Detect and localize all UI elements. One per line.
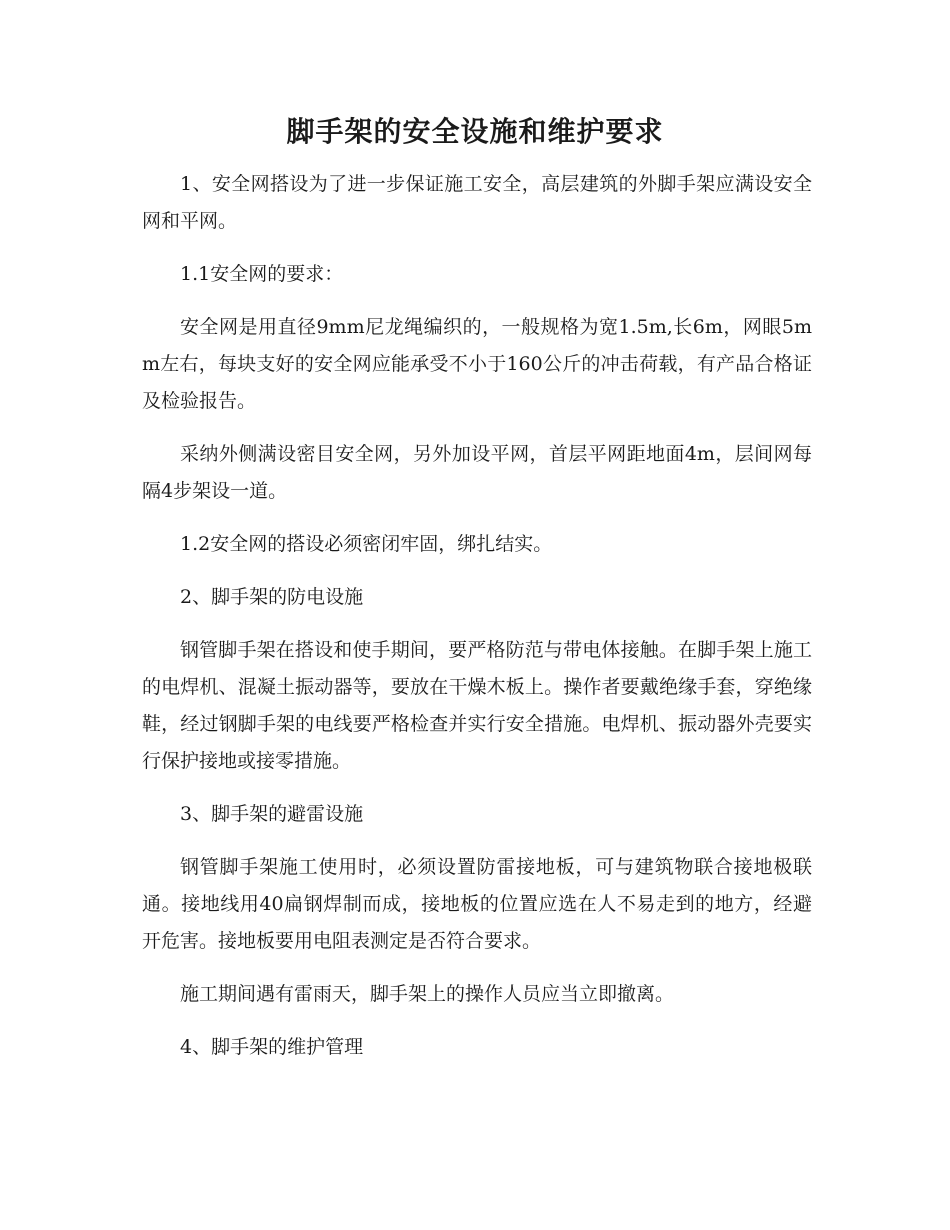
paragraph-thunderstorm: 施工期间遇有雷雨天，脚手架上的操作人员应当立即撤离。 — [180, 983, 675, 1005]
paragraph-dense-net: 采纳外侧满设密目安全网，另外加设平网，首层平网距地面4m，层间网每隔4步架设一道。 — [142, 443, 812, 502]
paragraph-lightning-heading: 3、脚手架的避雷设施 — [180, 803, 364, 825]
document-body — [142, 166, 812, 1082]
paragraph-lightning-body: 钢管脚手架施工使用时，必须设置防雷接地板，可与建筑物联合接地极联通。接地线用40扁钢焊制而成，接地板的位置应选在人不易走到的地方，经避开危害。接地板要用电阻表测定是否符合要求。 — [142, 856, 812, 952]
paragraph-safety-net-requirements-heading: 1.1安全网的要求： — [180, 263, 344, 285]
paragraph-safety-net-spec: 安全网是用直径9mm尼龙绳编织的，一般规格为宽1.5m,长6m，网眼5mm左右，每块支好的安全网应能承受不小于160公斤的冲击荷载，有产品合格证及检验报告。 — [142, 316, 812, 412]
paragraph-maintenance-heading: 4、脚手架的维护管理 — [180, 1036, 364, 1058]
document-title: 脚手架的安全设施和维护要求 — [286, 115, 664, 148]
paragraph-safety-net-intro: 1、安全网搭设为了进一步保证施工安全，高层建筑的外脚手架应满设安全网和平网。 — [142, 173, 812, 232]
paragraph-electrical-body: 钢管脚手架在搭设和使手期间，要严格防范与带电体接触。在脚手架上施工的电焊机、混凝土振动器等，要放在干燥木板上。操作者要戴绝缘手套，穿绝缘鞋，经过钢脚手架的电线要严格检查并实行安全措施。电焊机、振动器外壳要实行保护接地或接零措施。 — [142, 639, 812, 772]
paragraph-electrical-heading: 2、脚手架的防电设施 — [180, 586, 364, 608]
paragraph-net-installation: 1.2安全网的搭设必须密闭牢固，绑扎结实。 — [180, 533, 553, 555]
